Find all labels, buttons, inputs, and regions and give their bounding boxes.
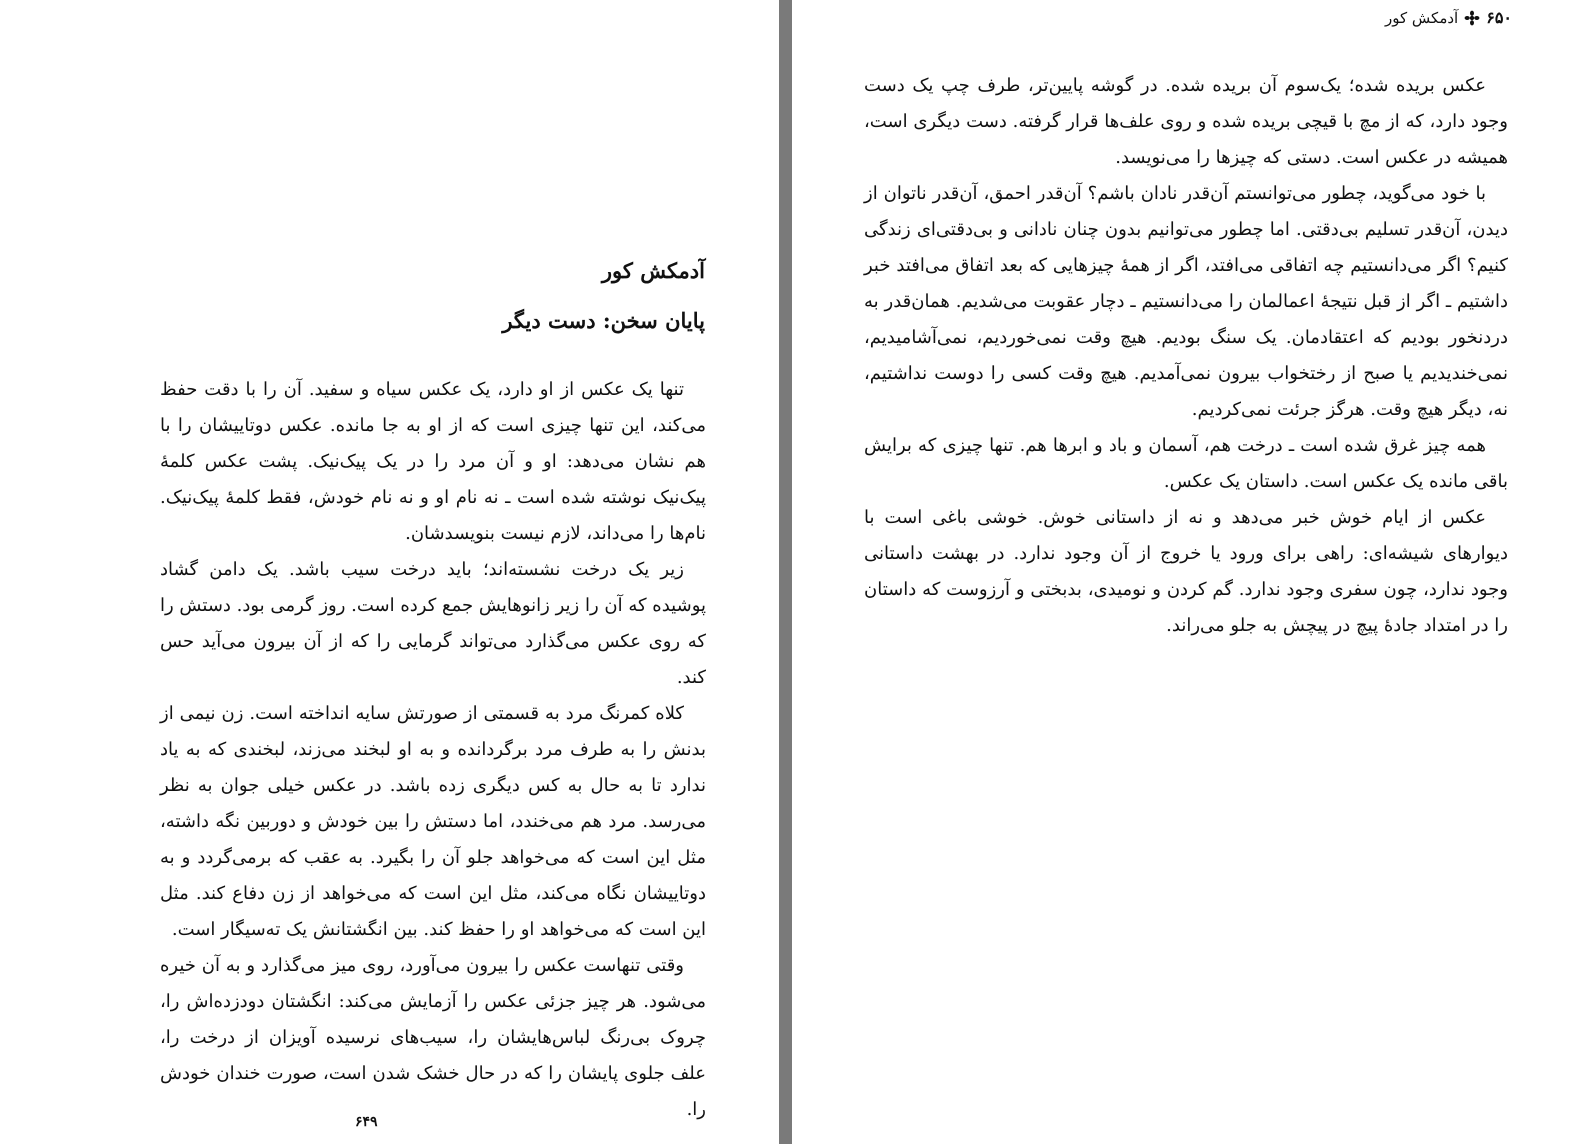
chapter-title: آدمکش کور	[601, 258, 705, 283]
running-header	[1385, 8, 1512, 28]
ornament-icon	[1464, 10, 1480, 26]
paragraph: عکس از ایام خوش خبر می‌دهد و نه از داستانی خوش. خوشی باغی است با دیوارهای شیشه‌ای: راهی برای ورود یا خروج از آن وجود ندارد. در بهشت داستانی وجود ندارد، چون سفری وجود ندارد. گم کردن و نومیدی، بدبختی و آرزوست که داستان را در امتداد جادهٔ پیچ در پیچش به جلو می‌راند.	[864, 507, 1508, 636]
page-number: ۶۵۰	[1486, 8, 1512, 27]
right-page	[792, 0, 1572, 1144]
paragraph: وقتی تنهاست عکس را بیرون می‌آورد، روی میز می‌گذارد و به آن خیره می‌شود. هر چیز جزئی عکس را آزمایش می‌کند: انگشتان دودزده‌اش را، چروک بی‌رنگ لباس‌هایشان را، سیب‌های نرسیده آویزان از درخت را، علف جلوی پایشان را که در حال خشک شدن است، صورت خندان خودش را.	[160, 955, 706, 1120]
right-page-body	[864, 68, 1508, 644]
paragraph: با خود می‌گوید، چطور می‌توانستم آن‌قدر نادان باشم؟ آن‌قدر احمق، آن‌قدر ناتوان از دیدن، آن‌قدر تسلیم بی‌دقتی. اما چطور می‌توانیم بدون چنان نادانی و بی‌دقتی‌ای زندگی کنیم؟ اگر می‌دانستیم چه اتفاقی می‌افتد، اگر از همهٔ چیزهایی که بعد اتفاق می‌افتد خبر داشتیم ـ اگر از قبل نتیجهٔ اعمالمان را می‌دانستیم ـ دچار عقوبت می‌شدیم. همان‌قدر به دردنخور بودیم که اعتقادمان. یک سنگ بودیم. هیچ وقت نمی‌خوردیم، نمی‌آشامیدیم، نمی‌خندیدیم یا صبح از رختخواب بیرون نمی‌آمدیم. هیچ وقت کسی را دوست نداشتیم، نه، دیگر هیچ وقت. هرگز جرئت نمی‌کردیم.	[864, 183, 1509, 420]
paragraph: کلاه کمرنگ مرد به قسمتی از صورتش سایه انداخته است. زن نیمی از بدنش را به طرف مرد برگردانده و به او لبخند می‌زند، لبخندی که به یاد ندارد تا به حال به کس دیگری زده باشد. در عکس خیلی جوان به نظر می‌رسد. مرد هم می‌خندد، اما دستش را بین خودش و دوربین نگه داشته، مثل این است که می‌خواهد جلو آن را بگیرد. به عقب که برمی‌گردد و به دوتاییشان نگاه می‌کند، مثل این است که می‌خواهد از زن دفاع کند. مثل این است که می‌خواهد او را حفظ کند. بین انگشتانش یک ته‌سیگار است.	[160, 703, 706, 940]
paragraph: عکس بریده شده؛ یک‌سوم آن بریده شده. در گوشه پایین‌تر، طرف چپ یک دست وجود دارد، که از مچ با قیچی بریده شده و روی علف‌ها قرار گرفته. دست دیگری است، همیشه در عکس است. دستی که چیزها را می‌نویسد.	[864, 75, 1508, 168]
paragraph: تنها یک عکس از او دارد، یک عکس سیاه و سفید. آن را با دقت حفظ می‌کند، این تنها چیزی است که از او به جا مانده. عکس دوتاییشان را با هم نشان می‌دهد: او و آن مرد را در یک پیک‌نیک. پشت عکس کلمهٔ پیک‌نیک نوشته شده است ـ نه نام او و نه نام خودش، فقط کلمهٔ پیک‌نیک. نام‌ها را می‌داند، لازم نیست بنویسدشان.	[160, 379, 706, 544]
paragraph: همه چیز غرق شده است ـ درخت هم، آسمان و باد و ابرها هم. تنها چیزی که برایش باقی مانده یک عکس است. داستان یک عکس.	[864, 435, 1508, 492]
book-gutter	[779, 0, 792, 1144]
chapter-subtitle: پایان سخن: دست دیگر	[502, 308, 705, 333]
running-header-title: آدمکش کور	[1385, 9, 1459, 27]
page-number: ۶۴۹	[355, 1114, 378, 1130]
left-page	[0, 0, 779, 1144]
left-page-body	[160, 372, 706, 1128]
paragraph: زیر یک درخت نشسته‌اند؛ باید درخت سیب باشد. یک دامن گشاد پوشیده که آن را زیر زانوهایش جمع کرده است. روز گرمی بود. دستش را که روی عکس می‌گذارد می‌تواند گرمایی را که از آن بیرون می‌آید حس کند.	[160, 559, 706, 688]
